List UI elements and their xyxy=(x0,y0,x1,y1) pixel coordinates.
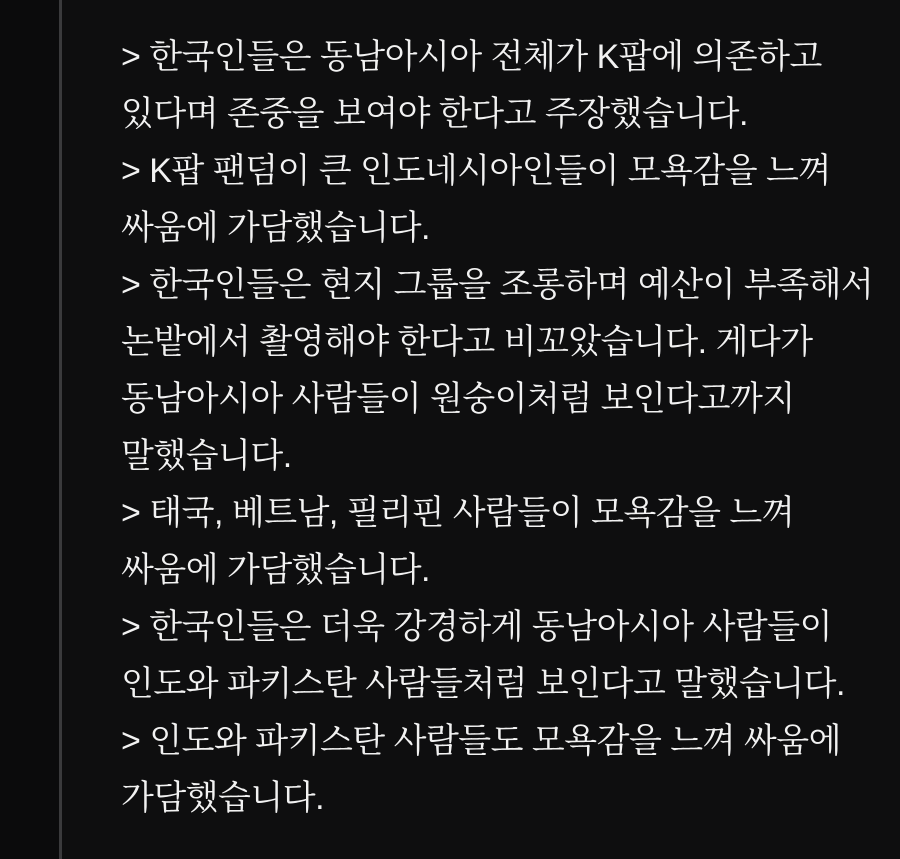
left-gutter xyxy=(0,0,59,859)
quote-line: > 한국인들은 동남아시아 전체가 K팝에 의존하고 xyxy=(121,38,822,76)
quote-line: > 인도와 파키스탄 사람들도 모욕감을 느껴 싸움에 xyxy=(121,722,841,760)
quote-block xyxy=(121,29,874,827)
quote-line: 동남아시아 사람들이 원숭이처럼 보인다고까지 xyxy=(121,380,795,418)
quote-line: > 한국인들은 현지 그룹을 조롱하며 예산이 부족해서 xyxy=(121,266,874,304)
quote-line: 싸움에 가담했습니다. xyxy=(121,551,430,589)
quote-line: 있다며 존중을 보여야 한다고 주장했습니다. xyxy=(121,95,748,133)
quote-line: > K팝 팬덤이 큰 인도네시아인들이 모욕감을 느껴 xyxy=(121,152,831,190)
quote-line: > 한국인들은 더욱 강경하게 동남아시아 사람들이 xyxy=(121,608,832,646)
quote-line: 가담했습니다. xyxy=(121,779,325,817)
quote-line: 말했습니다. xyxy=(121,437,292,475)
quote-line: > 태국, 베트남, 필리핀 사람들이 모욕감을 느껴 xyxy=(121,494,795,532)
quote-line: 인도와 파키스탄 사람들처럼 보인다고 말했습니다. xyxy=(121,665,845,703)
quote-line: 논밭에서 촬영해야 한다고 비꼬았습니다. 게다가 xyxy=(121,323,813,361)
vertical-divider xyxy=(59,0,62,859)
quote-line: 싸움에 가담했습니다. xyxy=(121,209,430,247)
